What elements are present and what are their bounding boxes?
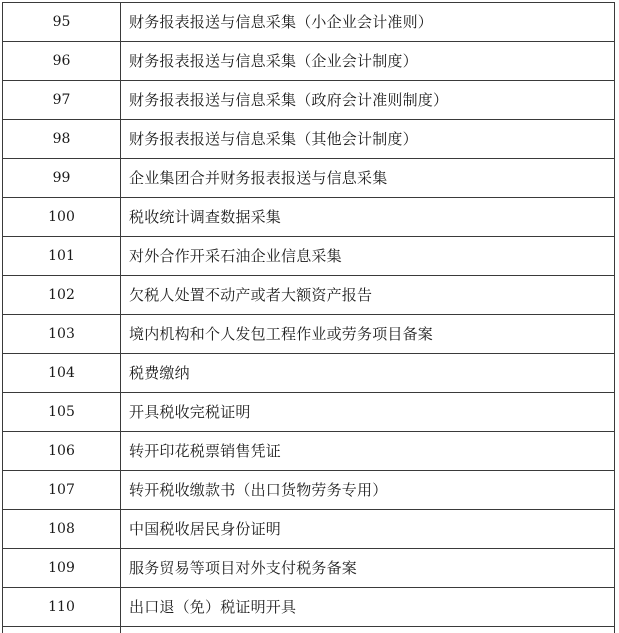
row-number: 110 [3, 588, 121, 627]
service-items-table [2, 2, 615, 633]
table-row [3, 393, 615, 432]
row-item-name-empty [121, 627, 615, 633]
table-row [3, 588, 615, 627]
row-number: 100 [3, 198, 121, 237]
row-item-name: 境内机构和个人发包工程作业或劳务项目备案 [121, 315, 615, 354]
row-number: 95 [3, 3, 121, 42]
row-number-empty [3, 627, 121, 633]
table-row [3, 471, 615, 510]
table-row [3, 315, 615, 354]
row-item-name: 开具税收完税证明 [121, 393, 615, 432]
row-number: 102 [3, 276, 121, 315]
table-row [3, 3, 615, 42]
row-number: 105 [3, 393, 121, 432]
row-item-name: 税费缴纳 [121, 354, 615, 393]
row-item-name: 财务报表报送与信息采集（企业会计制度） [121, 42, 615, 81]
table-row [3, 510, 615, 549]
row-number: 107 [3, 471, 121, 510]
row-number: 103 [3, 315, 121, 354]
table-row-partial [3, 627, 615, 633]
table-row [3, 354, 615, 393]
row-item-name: 对外合作开采石油企业信息采集 [121, 237, 615, 276]
row-item-name: 转开印花税票销售凭证 [121, 432, 615, 471]
row-item-name: 中国税收居民身份证明 [121, 510, 615, 549]
service-items-table-container [2, 2, 615, 633]
row-number: 108 [3, 510, 121, 549]
table-row [3, 237, 615, 276]
row-number: 104 [3, 354, 121, 393]
row-item-name: 财务报表报送与信息采集（小企业会计准则） [121, 3, 615, 42]
row-number: 97 [3, 81, 121, 120]
row-number: 106 [3, 432, 121, 471]
row-item-name: 出口退（免）税证明开具 [121, 588, 615, 627]
row-item-name: 财务报表报送与信息采集（政府会计准则制度） [121, 81, 615, 120]
row-item-name: 服务贸易等项目对外支付税务备案 [121, 549, 615, 588]
row-item-name: 企业集团合并财务报表报送与信息采集 [121, 159, 615, 198]
table-row [3, 42, 615, 81]
row-number: 98 [3, 120, 121, 159]
table-row [3, 276, 615, 315]
table-row [3, 549, 615, 588]
table-row [3, 198, 615, 237]
row-item-name: 欠税人处置不动产或者大额资产报告 [121, 276, 615, 315]
table-row [3, 432, 615, 471]
row-number: 99 [3, 159, 121, 198]
table-body [3, 3, 615, 633]
row-number: 96 [3, 42, 121, 81]
table-row [3, 159, 615, 198]
table-row [3, 120, 615, 159]
row-item-name: 财务报表报送与信息采集（其他会计制度） [121, 120, 615, 159]
table-row [3, 81, 615, 120]
row-item-name: 转开税收缴款书（出口货物劳务专用） [121, 471, 615, 510]
row-item-name: 税收统计调查数据采集 [121, 198, 615, 237]
row-number: 109 [3, 549, 121, 588]
row-number: 101 [3, 237, 121, 276]
